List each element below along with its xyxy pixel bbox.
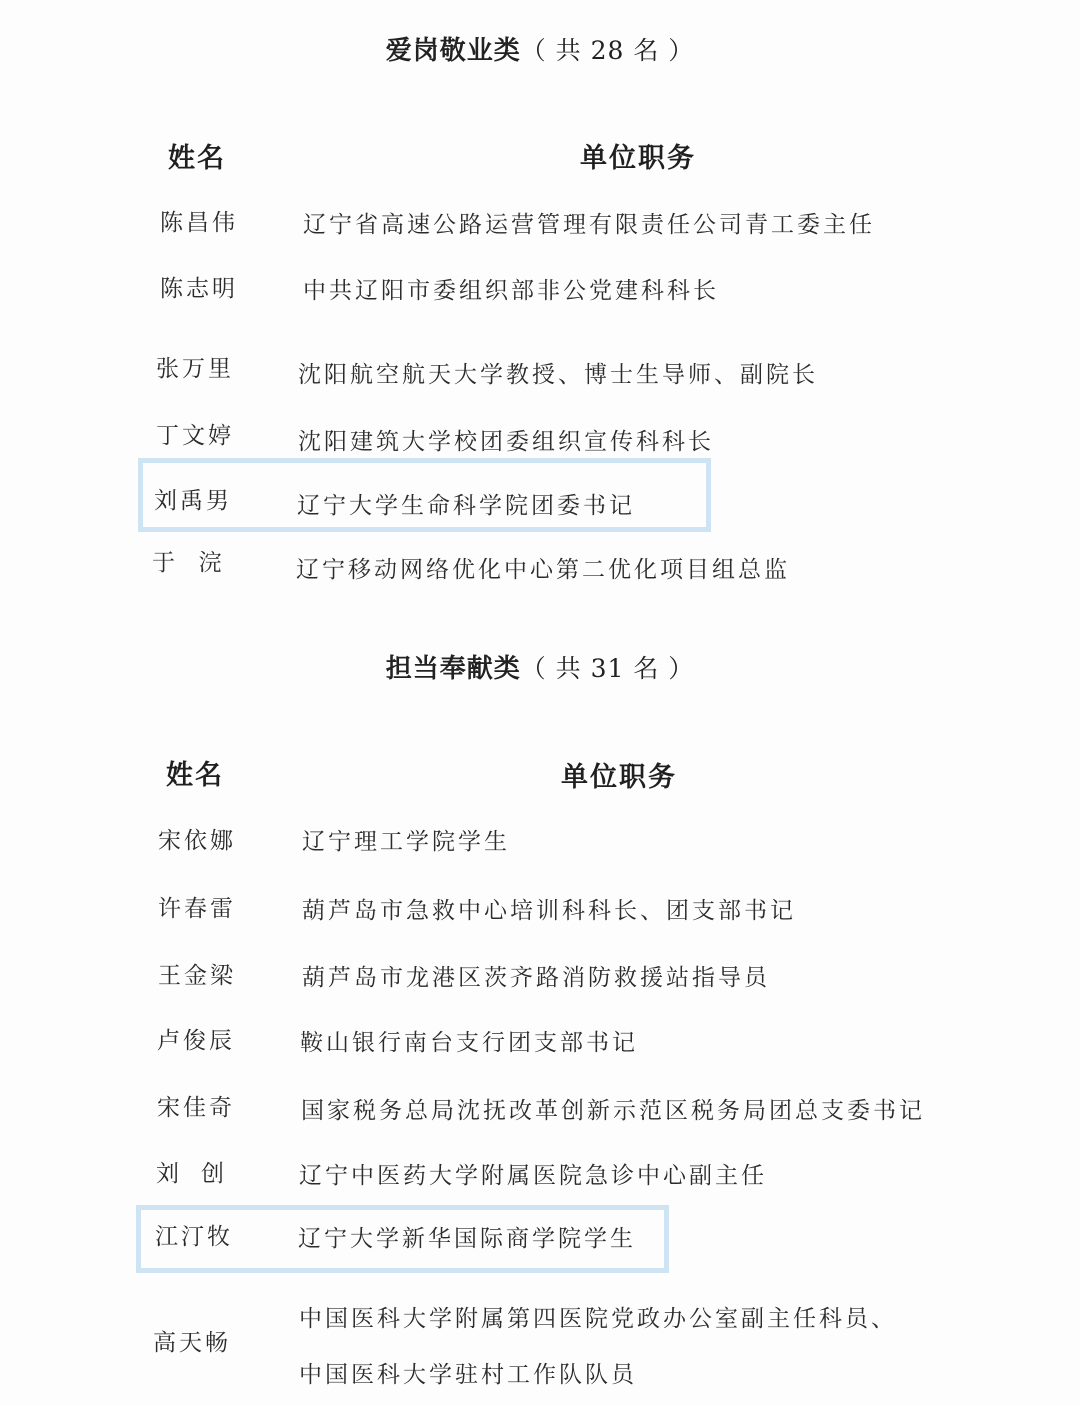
section1-header-name: 姓名 [168,143,226,174]
section1-title-count: （ 共 28 名 ） [520,36,695,65]
s1-row4-name: 丁文婷 [156,423,234,449]
s2-row3-position: 葫芦岛市龙港区茨齐路消防救援站指导员 [302,965,770,991]
s2-row2-name: 许春雷 [158,896,236,922]
s2-row5-position: 国家税务总局沈抚改革创新示范区税务局团总支委书记 [301,1098,925,1124]
section1-title-main: 爱岗敬业类 [385,36,521,66]
s2-row4-name: 卢俊辰 [157,1028,235,1054]
s2-row6-name: 刘创 [156,1161,246,1187]
s1-row2-position: 中共辽阳市委组织部非公党建科科长 [303,278,719,304]
s1-row3-name: 张万里 [156,356,234,382]
s1-row6-position: 辽宁移动网络优化中心第二优化项目组总监 [296,557,790,583]
section2-header-position: 单位职务 [561,762,677,793]
s2-row7-name: 江汀牧 [155,1224,233,1250]
s2-row5-name: 宋佳奇 [157,1095,235,1121]
s1-row6-name: 于 浣 [152,550,225,576]
section2-title-main: 担当奉献类 [385,654,521,684]
s2-row1-position: 辽宁理工学院学生 [302,829,510,855]
section1-header-position: 单位职务 [580,143,696,174]
section2-header-name: 姓名 [166,760,224,791]
s2-row2-position: 葫芦岛市急救中心培训科科长、团支部书记 [302,898,796,924]
s2-row8-position-line1: 中国医科大学附属第四医院党政办公室副主任科员、 [299,1306,897,1332]
section2-title-count: （ 共 31 名 ） [520,654,695,683]
s2-row8-position-line2: 中国医科大学驻村工作队队员 [299,1362,637,1388]
s2-row4-position: 鞍山银行南台支行团支部书记 [300,1030,638,1056]
s1-row5-name: 刘禹男 [154,488,232,514]
s1-row2-name: 陈志明 [160,276,238,302]
s1-row1-position: 辽宁省高速公路运营管理有限责任公司青工委主任 [303,212,875,238]
s1-row4-position: 沈阳建筑大学校团委组织宣传科科长 [298,429,714,455]
s1-row1-name: 陈昌伟 [160,210,238,236]
s2-row7-position: 辽宁大学新华国际商学院学生 [298,1226,636,1252]
s1-row3-position: 沈阳航空航天大学教授、博士生导师、副院长 [298,362,818,388]
section2-title [0,648,1080,685]
s1-row5-position: 辽宁大学生命科学院团委书记 [297,493,635,519]
s2-row6-position: 辽宁中医药大学附属医院急诊中心副主任 [299,1163,767,1189]
s2-row1-name: 宋依娜 [158,828,236,854]
s2-row8-name: 高天畅 [153,1330,231,1356]
section1-title [0,30,1080,67]
s2-row3-name: 王金梁 [158,963,236,989]
